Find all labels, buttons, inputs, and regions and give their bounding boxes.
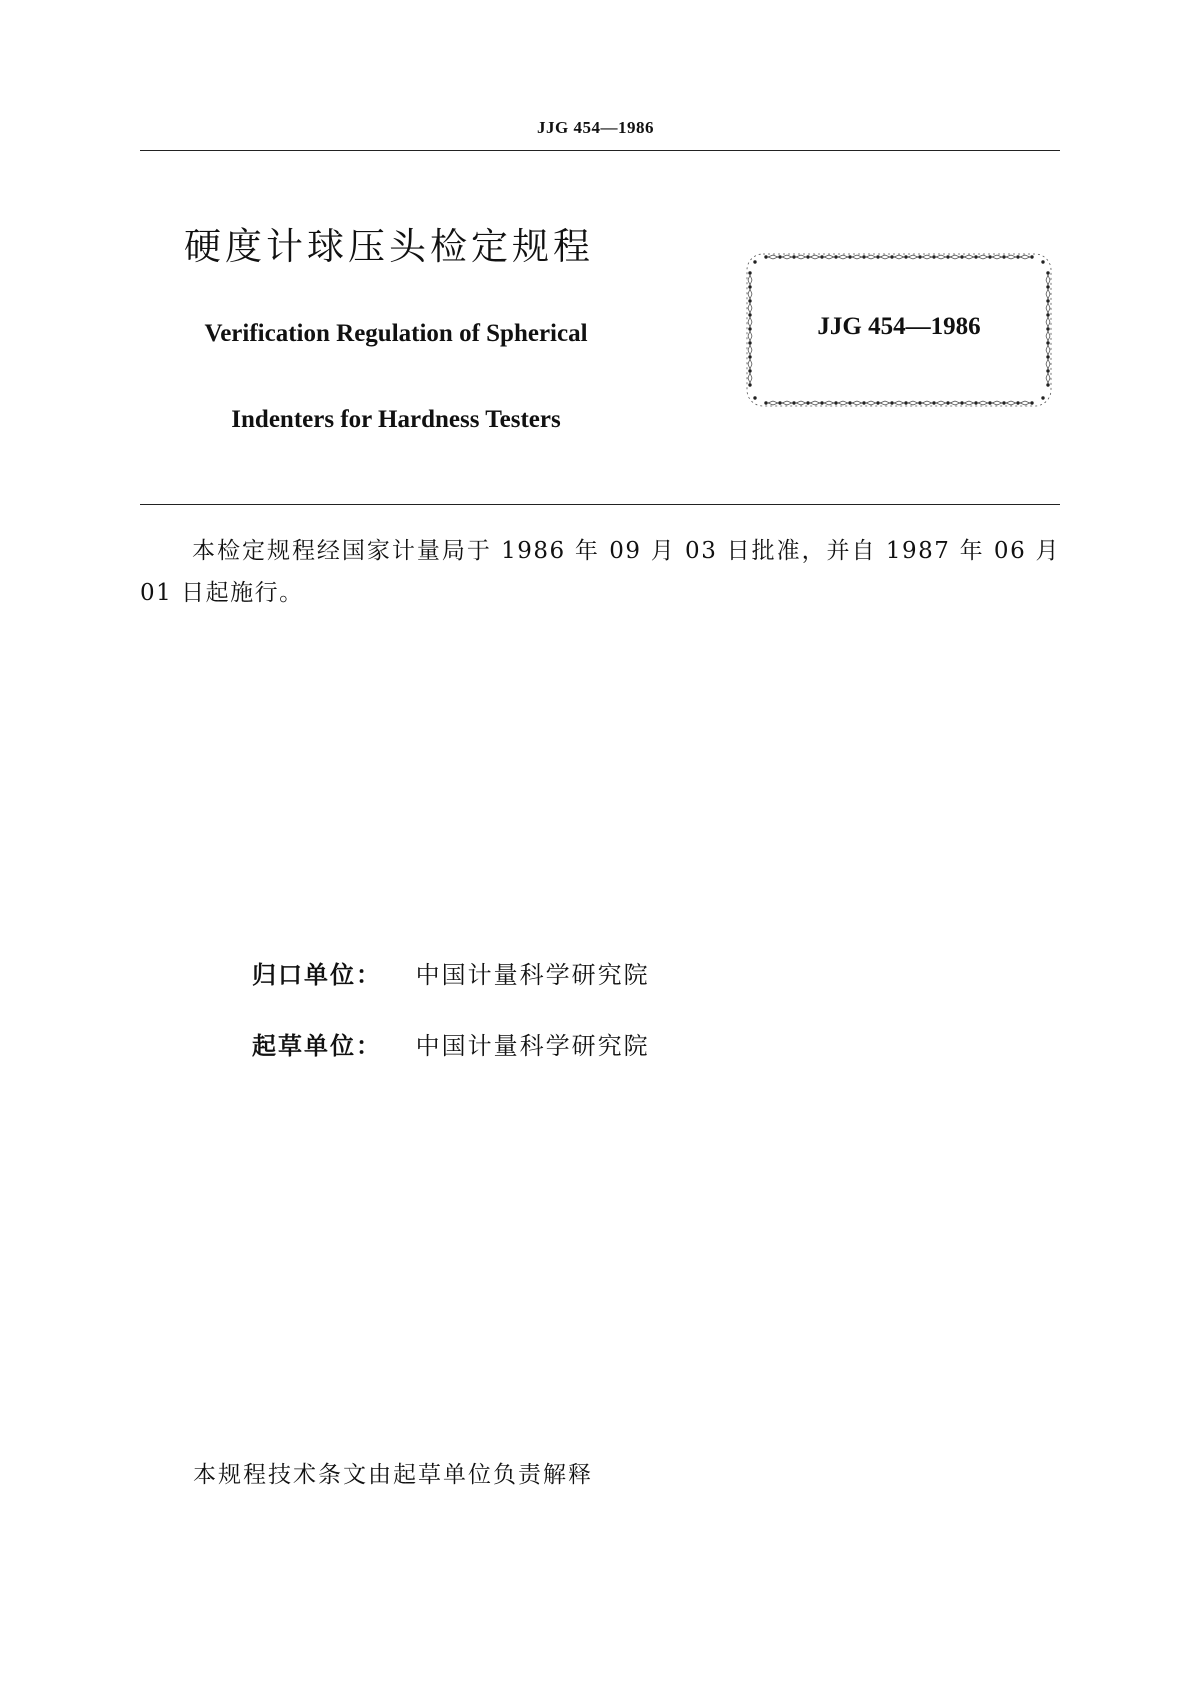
border-diamond [748, 359, 752, 369]
border-diamond [838, 255, 848, 259]
border-diamond [894, 401, 904, 405]
drafting-unit-label: 起草单位： [252, 1032, 382, 1060]
border-diamond [1020, 255, 1030, 259]
border-diamond [810, 255, 820, 259]
border-diamond [992, 255, 1002, 259]
border-diamond [880, 401, 890, 405]
border-diamond [824, 401, 834, 405]
border-diamond [1046, 373, 1050, 383]
border-diamond [908, 255, 918, 259]
border-diamond [992, 401, 1002, 405]
top-divider [140, 150, 1060, 151]
badge-code-text: JJG 454—1986 [817, 313, 981, 340]
border-dot [753, 396, 756, 399]
border-diamond [950, 255, 960, 259]
standard-code-badge [744, 251, 1054, 409]
border-diamond [1006, 401, 1016, 405]
border-diamond [1046, 275, 1050, 285]
border-diamond [908, 401, 918, 405]
border-diamond [1020, 401, 1030, 405]
border-diamond [768, 255, 778, 259]
border-dot [753, 260, 756, 263]
border-diamond [782, 401, 792, 405]
header-standard-code: JJG 454—1986 [537, 118, 654, 137]
border-diamond [880, 255, 890, 259]
border-diamond [1046, 289, 1050, 299]
border-diamond [852, 255, 862, 259]
border-diamond [748, 373, 752, 383]
border-dot [1046, 383, 1049, 386]
border-diamond [894, 255, 904, 259]
border-diamond [1046, 345, 1050, 355]
border-diamond [866, 255, 876, 259]
border-dot [1030, 255, 1033, 258]
responsible-unit-label: 归口单位： [252, 961, 382, 989]
border-diamond [922, 255, 932, 259]
border-diamond [950, 401, 960, 405]
border-diamond [1046, 303, 1050, 313]
title-english-line2: Indenters for Hardness Testers [231, 406, 561, 433]
border-diamond [748, 345, 752, 355]
border-diamond [748, 275, 752, 285]
border-diamond [824, 255, 834, 259]
border-diamond [922, 401, 932, 405]
drafting-unit-row [252, 1026, 650, 1061]
drafting-unit-value: 中国计量科学研究院 [415, 1032, 650, 1060]
border-diamond [852, 401, 862, 405]
border-diamond [796, 401, 806, 405]
approval-statement: 本检定规程经国家计量局于 1986 年 09 月 03 日批准，并自 1987 年 06 月 01 日起施行。 [140, 538, 1060, 606]
border-diamond [964, 401, 974, 405]
border-diamond [782, 255, 792, 259]
border-dot [748, 383, 751, 386]
border-diamond [936, 255, 946, 259]
border-diamond [866, 401, 876, 405]
border-diamond [1046, 359, 1050, 369]
title-english-line1: Verification Regulation of Spherical [204, 320, 588, 347]
border-diamond [978, 401, 988, 405]
border-dot [1041, 260, 1044, 263]
border-diamond [768, 401, 778, 405]
border-diamond [810, 401, 820, 405]
border-diamond [936, 401, 946, 405]
border-diamond [1006, 255, 1016, 259]
responsible-unit-value: 中国计量科学研究院 [415, 961, 650, 989]
border-dot [1030, 401, 1033, 404]
border-diamond [838, 401, 848, 405]
border-diamond [796, 255, 806, 259]
border-diamond [748, 303, 752, 313]
interpretation-note: 本规程技术条文由起草单位负责解释 [193, 1462, 593, 1488]
responsible-unit-row [252, 955, 650, 990]
border-diamond [978, 255, 988, 259]
border-diamond [964, 255, 974, 259]
border-dot [1041, 396, 1044, 399]
middle-divider [140, 504, 1060, 505]
border-diamond [748, 289, 752, 299]
title-chinese: 硬度计球压头检定规程 [184, 225, 594, 268]
